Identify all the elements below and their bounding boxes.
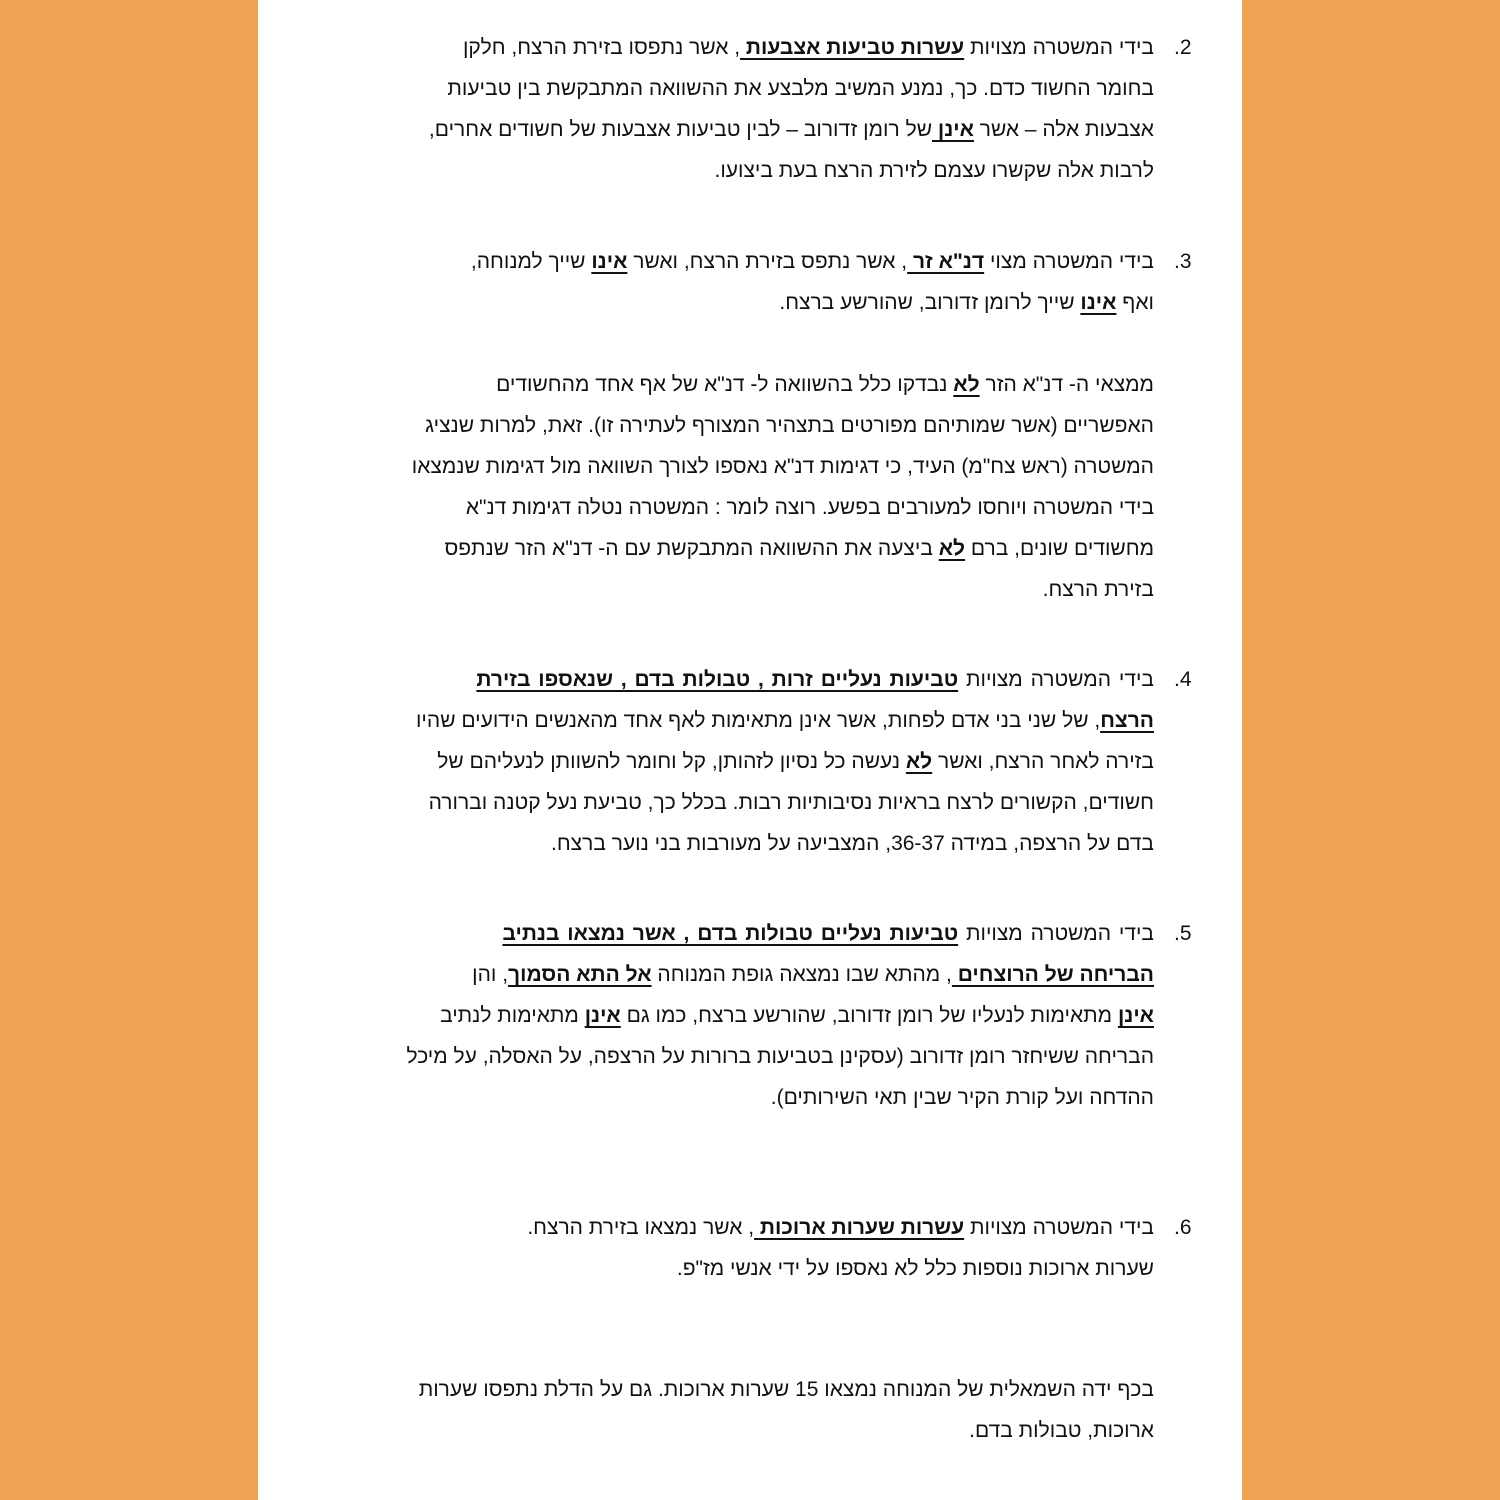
text-span: בידי המשטרה מצוי [984, 250, 1154, 273]
text-span: בידי המשטרה מצויות [958, 922, 1154, 945]
item-3-cont-line-3: המשטרה (ראש צח"מ) העיד, כי דגימות דנ"א נאספו לצורך השוואה מול דגימות שנמצאו [411, 455, 1154, 478]
text-span: , והן [472, 963, 509, 986]
emphasis-murder: הרצח [1100, 709, 1154, 732]
item-3-cont-line-1 [496, 371, 1154, 399]
item-5-line-2 [472, 961, 1154, 989]
item-2-number: .2 [1174, 36, 1192, 59]
document-page [258, 0, 1242, 1500]
text-span: בזירה לאחר הרצח, ואשר [932, 750, 1154, 773]
text-span: , מהתא שבו נמצאה גופת המנוחה [651, 963, 952, 986]
text-span: , אשר נתפסו בזירת הרצח, חלקן [462, 36, 741, 59]
item-3-cont-line-5 [444, 535, 1154, 563]
emphasis-fingerprints: עשרות טביעות אצבעות [740, 36, 965, 59]
item-3-number: .3 [1174, 250, 1192, 273]
item-6-line-2: שערות ארוכות נוספות כלל לא נאספו על ידי אנשי מז"פ. [676, 1257, 1154, 1280]
text-span: ואף [1116, 291, 1154, 314]
item-4-line-2 [416, 707, 1154, 735]
emphasis-adjacent-stall: אל התא הסמוך [508, 963, 652, 986]
item-4-line-1 [476, 666, 1154, 694]
item-3-line-1 [471, 248, 1154, 276]
item-2-line-2: בחומר החשוד כדם. כך, נמנע המשיב מלבצע את ההשוואה המתבקשת בין טביעות [447, 77, 1154, 100]
emphasis-shoeprints: טביעות נעליים זרות , טבולות בדם , שנאספו בזירת [476, 668, 959, 691]
emphasis-foreign-dna: דנ"א זר [907, 250, 985, 273]
text-span: של רומן זדורוב – לבין טביעות אצבעות של חשודים אחרים, [428, 118, 933, 141]
item-5-line-4: הבריחה ששיחזר רומן זדורוב (עסקינן בטביעות ברורות על הרצפה, על האסלה, על מיכל [406, 1045, 1154, 1068]
item-5-line-3 [440, 1002, 1154, 1030]
item-6-line-1 [527, 1214, 1154, 1242]
emphasis-not: אינו [591, 250, 628, 273]
item-3-line-2 [779, 289, 1154, 317]
item-4-line-4: חשודים, הקשורים לרצח בראיות נסיבותיות רבות. בכלל כך, טביעת נעל קטנה וברורה [428, 791, 1154, 814]
item-2-line-1 [463, 34, 1154, 62]
item-6-number: .6 [1174, 1216, 1192, 1239]
emphasis-shoeprints: טביעות נעליים טבולות בדם , אשר נמצאו בנתיב [502, 922, 959, 945]
text-span: , של שני בני אדם לפחות, אשר אינן מתאימות לאף אחד מהאנשים הידועים שהיו [415, 709, 1101, 732]
emphasis-no: לא [938, 537, 966, 560]
text-span: שייך למנוחה, [470, 250, 592, 273]
text-span: ביצעה את ההשוואה המתבקשת עם ה- דנ"א הזר שנתפס [444, 537, 939, 560]
text-span: ממצאי ה- דנ"א הזר [979, 373, 1154, 396]
final-line-1: בכף ידה השמאלית של המנוחה נמצאו 15 שערות ארוכות. גם על הדלת נתפסו שערות [418, 1378, 1154, 1401]
text-span: נעשה כל נסיון לזהותן, קל וחומר להשוותן לנעליהם של [437, 750, 906, 773]
emphasis-no: לא [905, 750, 933, 773]
text-span: , אשר נמצאו בזירת הרצח. [527, 1216, 755, 1239]
text-span: שייך לרומן זדורוב, שהורשע ברצח. [779, 291, 1081, 314]
item-2-line-4: לרבות אלה שקשרו עצמם לזירת הרצח בעת ביצועו. [714, 159, 1154, 182]
item-4-line-3 [437, 748, 1154, 776]
text-span: נבדקו כלל בהשוואה ל- דנ"א של אף אחד מהחשודים [496, 373, 954, 396]
emphasis-long-hairs: עשרות שערות ארוכות [754, 1216, 965, 1239]
text-span: , אשר נתפס בזירת הרצח, ואשר [627, 250, 908, 273]
text-span: בידי המשטרה מצויות [964, 36, 1154, 59]
text-span: מחשודים שונים, ברם [965, 537, 1154, 560]
item-3-cont-line-6: בזירת הרצח. [1042, 578, 1154, 601]
item-4-line-5: בדם על הרצפה, במידה 36-37, המצביעה על מעורבות בני נוער ברצח. [551, 832, 1154, 855]
emphasis-not: אינן [584, 1004, 621, 1027]
item-4-number: .4 [1174, 668, 1192, 691]
emphasis-escape-path: הבריחה של הרוצחים [951, 963, 1154, 986]
final-line-2: ארוכות, טבולות בדם. [969, 1419, 1154, 1442]
emphasis-not: אינו [1080, 291, 1117, 314]
text-span: מתאימות לנעליו של רומן זדורוב, שהורשע ברצח, כמו גם [620, 1004, 1118, 1027]
emphasis-not: אינן [1117, 1004, 1154, 1027]
text-span: בידי המשטרה מצויות [958, 668, 1154, 691]
item-5-line-5: ההדחה ועל קורת הקיר שבין תאי השירותים). [770, 1086, 1154, 1109]
text-span: מתאימות לנתיב [440, 1004, 585, 1027]
item-3-cont-line-4: בידי המשטרה ויוחסו למעורבים בפשע. רוצה לומר : המשטרה נטלה דגימות דנ"א [465, 496, 1154, 519]
emphasis-not: אינן [932, 118, 974, 141]
item-5-number: .5 [1174, 922, 1192, 945]
emphasis-no: לא [953, 373, 980, 396]
item-5-line-1 [502, 920, 1154, 948]
text-span: אצבעות אלה – אשר [973, 118, 1154, 141]
text-span: בידי המשטרה מצויות [964, 1216, 1154, 1239]
item-2-line-3 [429, 116, 1154, 144]
item-3-cont-line-2: האפשריים (אשר שמותיהם מפורטים בתצהיר המצורף לעתירה זו). זאת, למרות שנציג [425, 414, 1154, 437]
